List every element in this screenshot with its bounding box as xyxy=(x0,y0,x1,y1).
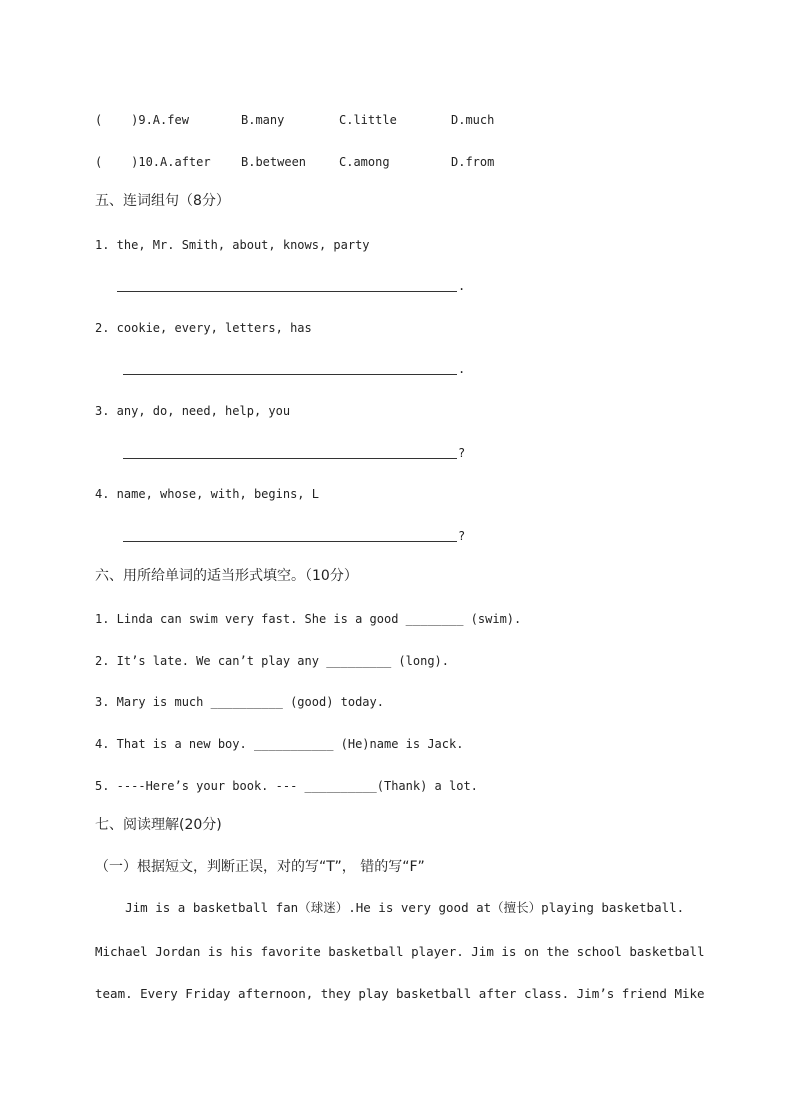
section6-item-2: 2. It’s late. We can’t play any _________ (long). xyxy=(95,654,450,668)
answer-end-1: . xyxy=(458,279,466,293)
mcq-9-option-c: C.little xyxy=(339,113,397,127)
section5-title: 五、连词组句（8分） xyxy=(95,193,230,209)
answer-end-2: . xyxy=(458,362,466,376)
answer-blank-4[interactable] xyxy=(123,541,457,542)
mcq-9-option-a: ( )9.A.few xyxy=(95,113,189,127)
answer-blank-3[interactable] xyxy=(123,458,457,459)
reading-paragraph-line-2: Michael Jordan is his favorite basketball player. Jim is on the school basketball xyxy=(95,944,705,959)
section6-item-1: 1. Linda can swim very fast. She is a good ________ (swim). xyxy=(95,612,522,626)
section5-prompt-1: 1. the, Mr. Smith, about, knows, party xyxy=(95,238,370,252)
mcq-9-option-d: D.much xyxy=(451,113,495,127)
answer-blank-2[interactable] xyxy=(123,374,457,375)
section5-prompt-3: 3. any, do, need, help, you xyxy=(95,404,291,418)
section5-prompt-2: 2. cookie, every, letters, has xyxy=(95,321,312,335)
answer-blank-1[interactable] xyxy=(117,291,457,292)
section5-prompt-4: 4. name, whose, with, begins, L xyxy=(95,487,319,501)
section7-title: 七、阅读理解(20分) xyxy=(95,817,222,833)
section6-title: 六、用所给单词的适当形式填空。（10分） xyxy=(95,568,358,584)
section6-item-4: 4. That is a new boy. ___________ (He)name is Jack. xyxy=(95,737,464,751)
reading-paragraph-line-3: team. Every Friday afternoon, they play basketball after class. Jim’s friend Mike xyxy=(95,986,705,1001)
mcq-10-option-b: B.between xyxy=(241,155,307,169)
section6-item-3: 3. Mary is much __________ (good) today. xyxy=(95,695,384,709)
section7-subtitle: （一）根据短文，判断正误，对的写“T”， 错的写“F” xyxy=(95,859,425,875)
answer-end-3: ? xyxy=(458,446,466,460)
mcq-10-option-d: D.from xyxy=(451,155,495,169)
section6-item-5: 5. ----Here’s your book. --- __________(Thank) a lot. xyxy=(95,779,478,793)
mcq-10-option-c: C.among xyxy=(339,155,390,169)
mcq-10-option-a: ( )10.A.after xyxy=(95,155,211,169)
answer-end-4: ? xyxy=(458,529,466,543)
reading-paragraph-line-1: Jim is a basketball fan（球迷）.He is very good at（擅长）playing basketball. xyxy=(95,900,685,915)
mcq-9-option-b: B.many xyxy=(241,113,285,127)
